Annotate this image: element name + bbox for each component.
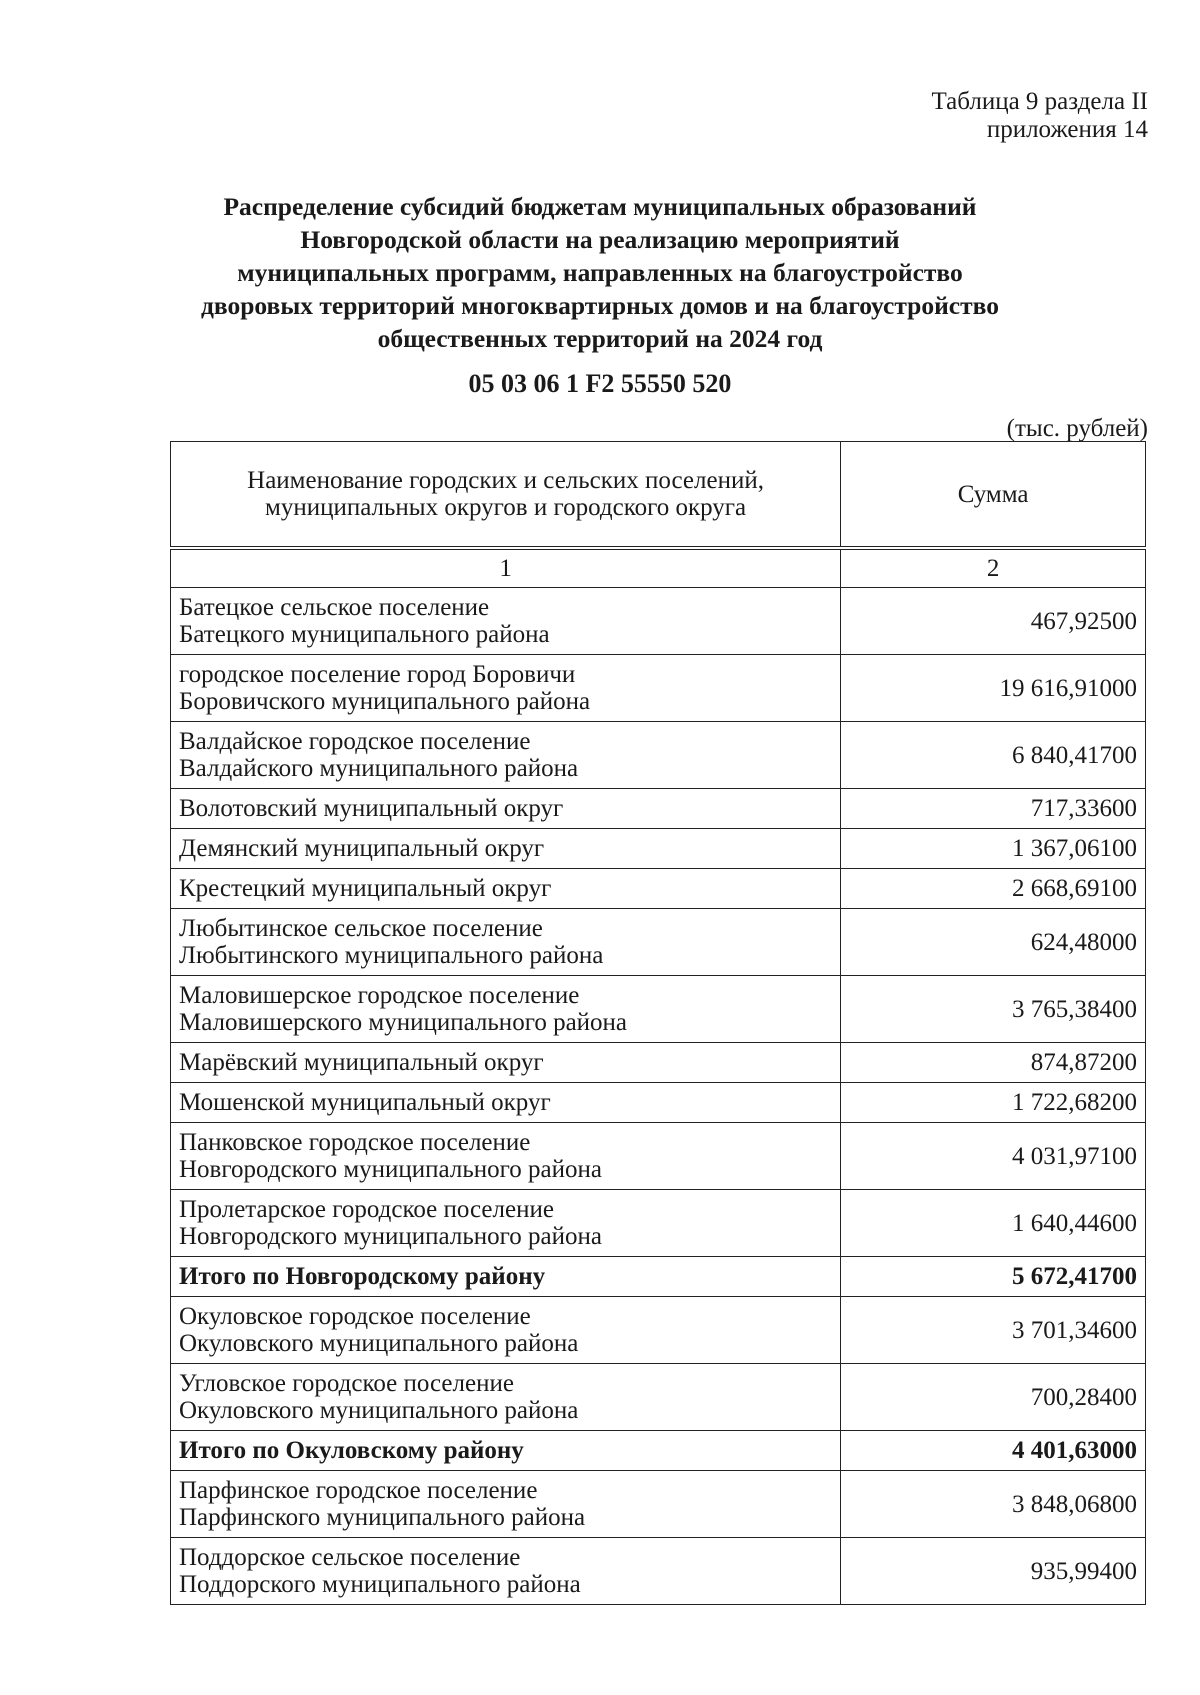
row-name-cell (171, 976, 841, 1043)
row-sum-cell: 6 840,41700 (841, 722, 1146, 789)
row-name-cell: Демянский муниципальный округ (171, 829, 841, 869)
table-row (171, 588, 1146, 655)
subtotal-row (171, 1257, 1146, 1297)
row-name-line2: Поддорского муниципального района (179, 1571, 581, 1598)
budget-code: 05 03 06 1 F2 55550 520 (468, 369, 732, 398)
subsidy-table (170, 441, 1146, 1605)
row-name-cell (171, 909, 841, 976)
row-name-line2: Окуловского муниципального района (179, 1330, 579, 1357)
subtotal-name-cell: Итого по Окуловскому району (171, 1431, 841, 1471)
table-row (171, 1083, 1146, 1123)
title-line-3: муниципальных программ, направленных на благоустройство (237, 258, 963, 287)
row-name-cell: Марёвский муниципальный округ (171, 1043, 841, 1083)
row-name-line1: Любытинское сельское поселение (179, 915, 543, 942)
row-sum-cell: 3 848,06800 (841, 1471, 1146, 1538)
row-name-cell: Волотовский муниципальный округ (171, 789, 841, 829)
row-sum-cell: 700,28400 (841, 1364, 1146, 1431)
table-row (171, 1190, 1146, 1257)
title-line-1: Распределение субсидий бюджетам муниципальных образований (223, 192, 977, 221)
header-name-cell (171, 442, 841, 549)
subtotal-name-cell: Итого по Новгородскому району (171, 1257, 841, 1297)
row-sum-cell: 4 031,97100 (841, 1123, 1146, 1190)
row-name-line2: Батецкого муниципального района (179, 621, 550, 648)
row-name-cell (171, 1190, 841, 1257)
row-sum-cell: 624,48000 (841, 909, 1146, 976)
row-name-line1: Пролетарское городское поселение (179, 1196, 554, 1223)
header-sum-cell: Сумма (841, 442, 1146, 549)
row-name-line1: Валдайское городское поселение (179, 728, 531, 755)
subtotal-sum-cell: 4 401,63000 (841, 1431, 1146, 1471)
table-row (171, 1043, 1146, 1083)
row-name-cell (171, 722, 841, 789)
table-row (171, 869, 1146, 909)
table-row (171, 722, 1146, 789)
row-name-cell: Крестецкий муниципальный округ (171, 869, 841, 909)
row-sum-cell: 1 367,06100 (841, 829, 1146, 869)
table-reference (932, 88, 1148, 144)
column-number-2: 2 (841, 548, 1146, 588)
table-row (171, 1538, 1146, 1605)
table-row (171, 1297, 1146, 1364)
row-name-line2: Любытинского муниципального района (179, 942, 604, 969)
row-name-cell (171, 1297, 841, 1364)
row-name-cell (171, 1364, 841, 1431)
row-sum-cell: 717,33600 (841, 789, 1146, 829)
row-name-cell (171, 1471, 841, 1538)
row-name-cell: Мошенской муниципальный округ (171, 1083, 841, 1123)
table-row (171, 655, 1146, 722)
row-name-line1: Панковское городское поселение (179, 1129, 531, 1156)
row-name-line2: Новгородского муниципального района (179, 1156, 602, 1183)
row-name-line2: Окуловского муниципального района (179, 1397, 579, 1424)
header-name-line2: муниципальных округов и городского округа (265, 494, 747, 521)
row-name-line1: Парфинское городское поселение (179, 1477, 538, 1504)
row-sum-cell: 3 701,34600 (841, 1297, 1146, 1364)
table-row (171, 829, 1146, 869)
table-row (171, 789, 1146, 829)
column-number-row (171, 548, 1146, 588)
table-row (171, 1364, 1146, 1431)
row-name-line2: Боровичского муниципального района (179, 688, 591, 715)
row-name-line1: Поддорское сельское поселение (179, 1544, 521, 1571)
row-name-line1: городское поселение город Боровичи (179, 661, 576, 688)
column-number-1: 1 (171, 548, 841, 588)
row-name-cell (171, 1123, 841, 1190)
row-name-line2: Парфинского муниципального района (179, 1504, 586, 1531)
header-name-line1: Наименование городских и сельских поселений, (247, 467, 764, 494)
title-line-5: общественных территорий на 2024 год (377, 324, 823, 353)
row-name-line1: Маловишерское городское поселение (179, 982, 580, 1009)
table-row (171, 976, 1146, 1043)
table-reference-line1: Таблица 9 раздела II (931, 88, 1148, 115)
title-line-4: дворовых территорий многоквартирных домов и на благоустройство (201, 291, 999, 320)
row-name-line1: Батецкое сельское поселение (179, 594, 490, 621)
row-sum-cell: 874,87200 (841, 1043, 1146, 1083)
row-sum-cell: 467,92500 (841, 588, 1146, 655)
document-title (150, 190, 1050, 355)
row-sum-cell: 3 765,38400 (841, 976, 1146, 1043)
table-row (171, 1123, 1146, 1190)
subtotal-sum-cell: 5 672,41700 (841, 1257, 1146, 1297)
row-sum-cell: 1 640,44600 (841, 1190, 1146, 1257)
table-header-row (171, 442, 1146, 549)
subtotal-row (171, 1431, 1146, 1471)
units-label: (тыс. рублей) (1006, 415, 1148, 442)
row-name-line2: Валдайского муниципального района (179, 755, 579, 782)
row-name-cell (171, 1538, 841, 1605)
row-name-cell (171, 588, 841, 655)
table-row (171, 1471, 1146, 1538)
row-name-line2: Новгородского муниципального района (179, 1223, 602, 1250)
row-name-line2: Маловишерского муниципального района (179, 1009, 628, 1036)
table-reference-line2: приложения 14 (986, 116, 1148, 143)
title-line-2: Новгородской области на реализацию мероприятий (300, 225, 900, 254)
row-sum-cell: 1 722,68200 (841, 1083, 1146, 1123)
table-row (171, 909, 1146, 976)
row-name-line1: Окуловское городское поселение (179, 1303, 531, 1330)
row-sum-cell: 19 616,91000 (841, 655, 1146, 722)
row-sum-cell: 2 668,69100 (841, 869, 1146, 909)
row-name-cell (171, 655, 841, 722)
row-sum-cell: 935,99400 (841, 1538, 1146, 1605)
row-name-line1: Угловское городское поселение (179, 1370, 514, 1397)
